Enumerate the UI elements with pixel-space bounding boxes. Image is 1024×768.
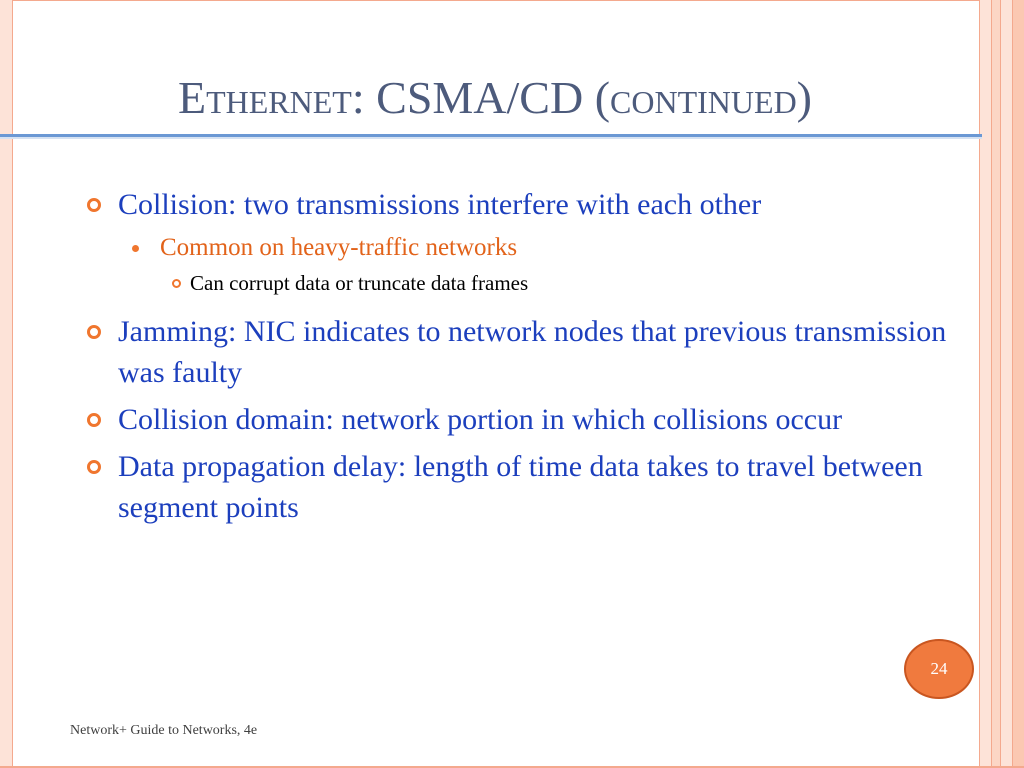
bullet-text: Common on heavy-traffic networks	[160, 234, 518, 261]
title-part-close: )	[796, 72, 812, 123]
bullet-item	[86, 399, 976, 440]
frame-right-band	[1013, 0, 1024, 768]
slide-footer: Network+ Guide to Networks, 4e	[70, 723, 258, 738]
bullet-item	[86, 446, 976, 528]
frame-right-band	[1001, 0, 1012, 768]
small-hollow-circle-bullet-icon	[172, 279, 181, 288]
slide-number-badge: 24	[904, 639, 974, 699]
bullet-text: Collision domain: network portion in which collisions occur	[118, 403, 843, 436]
bullet-text: Jamming: NIC indicates to network nodes that previous transmission was faulty	[118, 315, 947, 389]
title-part-continued: continued	[610, 72, 797, 123]
bullet-item	[86, 184, 976, 225]
title-rule-shadow	[0, 137, 982, 139]
title-part-ethernet: Ethernet	[178, 72, 352, 123]
hollow-circle-bullet-icon	[87, 198, 101, 212]
slide-title	[0, 70, 990, 126]
hollow-circle-bullet-icon	[87, 460, 101, 474]
bullet-text: Collision: two transmissions interfere with each other	[118, 188, 762, 221]
hollow-circle-bullet-icon	[87, 413, 101, 427]
bullet-item	[86, 231, 976, 264]
bullet-item	[86, 269, 976, 297]
title-part-csma: : CSMA/CD (	[351, 72, 611, 123]
hollow-circle-bullet-icon	[87, 325, 101, 339]
slide-body	[86, 184, 976, 534]
bullet-text: Can corrupt data or truncate data frames	[190, 271, 529, 295]
bullet-item	[86, 311, 976, 393]
bullet-text: Data propagation delay: length of time data takes to travel between segment points	[118, 450, 923, 524]
frame-right-band	[992, 0, 1000, 768]
filled-dot-bullet-icon	[132, 245, 139, 252]
frame-top-line	[0, 0, 1024, 1]
